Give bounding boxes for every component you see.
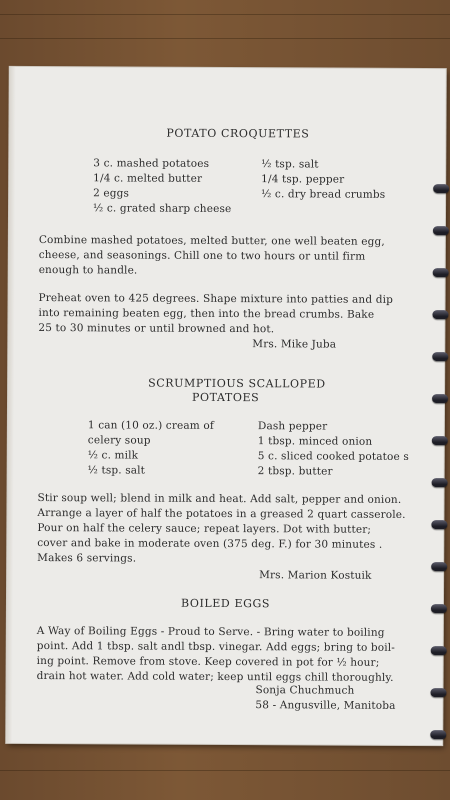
recipe-author-location: 58 - Angusville, Manitoba xyxy=(255,699,396,712)
instruction-line: cheese, and seasonings. Chill one to two hours or until firm xyxy=(38,249,366,263)
spiral-ring xyxy=(433,268,449,277)
instruction-line: 25 to 30 minutes or until browned and hot. xyxy=(38,322,275,336)
spiral-binding xyxy=(432,184,449,784)
instruction-line: enough to handle. xyxy=(38,264,138,277)
ingredient: 1 tbsp. minced onion xyxy=(257,435,373,448)
ingredient: ½ tsp. salt xyxy=(87,464,146,477)
instruction-line: Arrange a layer of half the potatoes in a greased 2 quart casserole. xyxy=(37,507,406,521)
spiral-ring xyxy=(432,352,448,361)
spiral-ring xyxy=(430,688,446,697)
spiral-ring xyxy=(432,394,448,403)
ingredient: ½ tsp. salt xyxy=(261,158,319,171)
page-edge xyxy=(6,67,16,743)
instruction-line: Combine mashed potatoes, melted butter, one well beaten egg, xyxy=(38,234,385,248)
recipe-author: Mrs. Mike Juba xyxy=(252,338,337,351)
ingredient: Dash pepper xyxy=(257,420,328,433)
cookbook-page xyxy=(6,67,446,745)
spiral-ring xyxy=(431,604,447,613)
recipe-title-potato-croquettes: POTATO CROQUETTES xyxy=(166,126,310,141)
ingredient: 2 eggs xyxy=(93,187,130,200)
ingredient: 3 c. mashed potatoes xyxy=(93,157,210,170)
spiral-ring xyxy=(432,436,448,445)
instruction-line: Stir soup well; blend in milk and heat. Add salt, pepper and onion. xyxy=(37,492,402,506)
recipe-author: Sonja Chuchmuch xyxy=(255,684,355,697)
ingredient: ½ c. grated sharp cheese xyxy=(93,202,232,216)
instruction-line: Makes 6 servings. xyxy=(37,552,137,565)
recipe-title-scalloped-potatoes-line2: POTATOES xyxy=(192,390,260,405)
spiral-ring xyxy=(431,562,447,571)
recipe-title-boiled-eggs: BOILED EGGS xyxy=(180,596,271,611)
spiral-ring xyxy=(431,646,447,655)
spiral-ring xyxy=(433,226,449,235)
ingredient: 1/4 c. melted butter xyxy=(93,172,203,185)
ingredient: 5 c. sliced cooked potatoe s xyxy=(257,450,409,463)
spiral-ring xyxy=(432,310,448,319)
instruction-line: ing point. Remove from stove. Keep covered in pot for ½ hour; xyxy=(36,655,380,669)
ingredient: ½ c. milk xyxy=(87,449,139,462)
recipe-title-scalloped-potatoes: SCRUMPTIOUS SCALLOPED xyxy=(148,376,326,391)
spiral-ring xyxy=(433,184,449,193)
recipe-author: Mrs. Marion Kostuik xyxy=(259,569,372,582)
ingredient: 2 tbsp. butter xyxy=(257,465,333,478)
instruction-line: Pour on half the celery sauce; repeat layers. Dot with butter; xyxy=(37,522,372,536)
instruction-line: A Way of Boiling Eggs - Proud to Serve. - Bring water to boiling xyxy=(36,625,385,639)
instruction-line: Preheat oven to 425 degrees. Shape mixture into patties and dip xyxy=(38,292,394,306)
ingredient: 1 can (10 oz.) cream of xyxy=(87,419,214,432)
spiral-ring xyxy=(432,478,448,487)
instruction-line: drain hot water. Add cold water; keep until eggs chill thoroughly. xyxy=(36,670,394,684)
instruction-line: cover and bake in moderate oven (375 deg. F.) for 30 minutes . xyxy=(37,537,383,551)
ingredient: celery soup xyxy=(87,434,151,447)
instruction-line: into remaining beaten egg, then into the bread crumbs. Bake xyxy=(38,307,375,321)
ingredient: 1/4 tsp. pepper xyxy=(261,173,345,186)
ingredient: ½ c. dry bread crumbs xyxy=(261,188,386,201)
spiral-ring xyxy=(430,730,446,739)
instruction-line: point. Add 1 tbsp. salt andl tbsp. vinegar. Add eggs; bring to boil- xyxy=(36,640,396,654)
spiral-ring xyxy=(431,520,447,529)
